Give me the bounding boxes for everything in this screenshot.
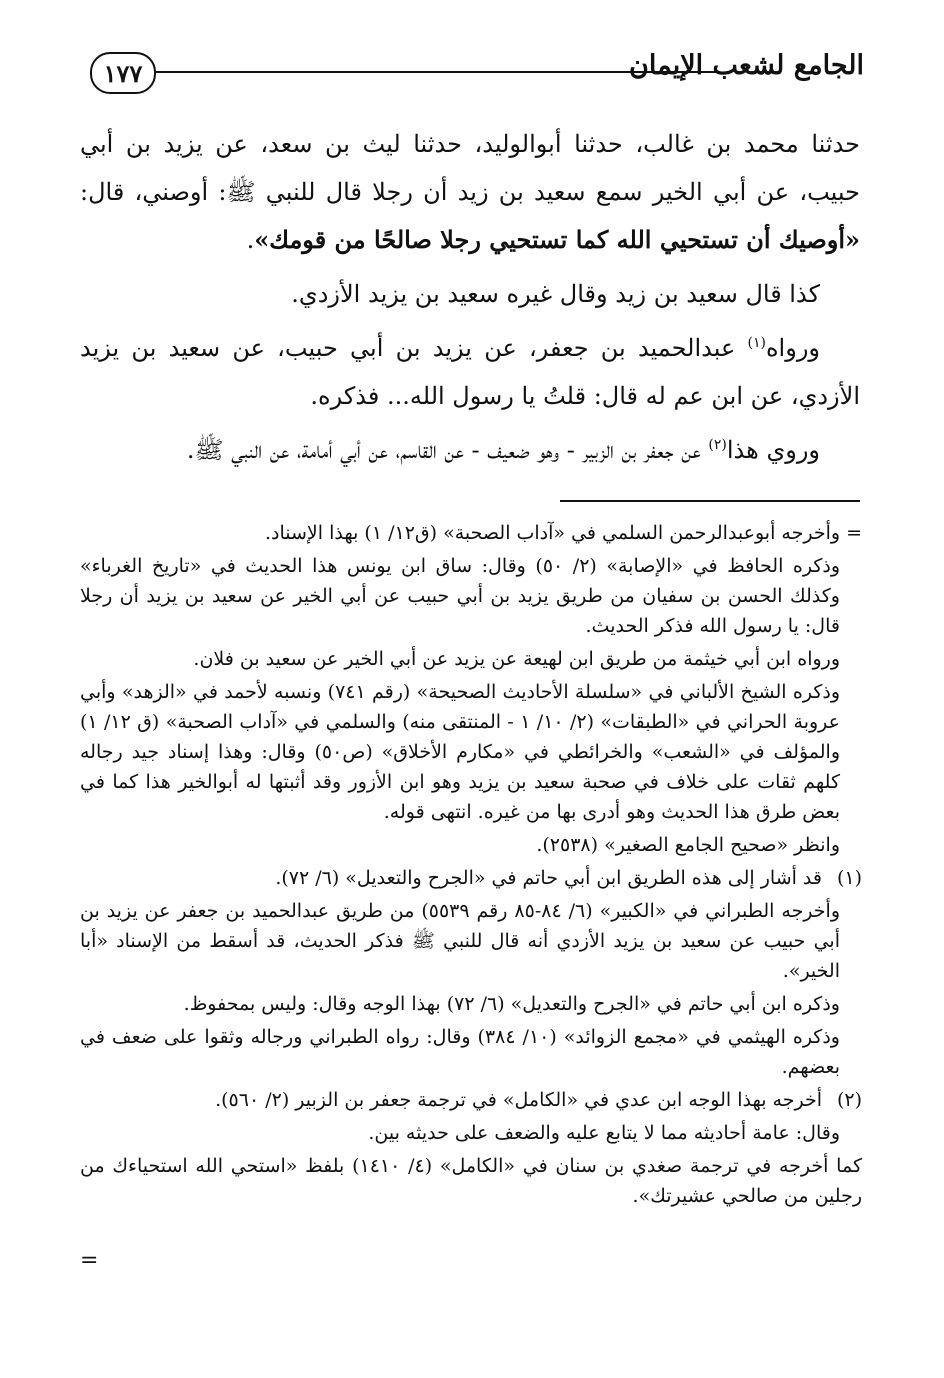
footnote-1-marker: (١) (836, 867, 862, 889)
footnotes (80, 518, 862, 1214)
footnote-ref-1[interactable]: (١) (747, 335, 766, 351)
running-title: الجامع لشعب الإيمان (629, 50, 864, 81)
footnote-continuation: = وأخرجه أبوعبدالرحمن السلمي في «آداب الصحبة» (ق١٢/ ١) بهذا الإسناد. (264, 522, 862, 544)
footnote-separator (560, 500, 860, 502)
narration-1-text: عبدالحميد بن جعفر، عن يزيد بن أبي حبيب، عن سعيد بن يزيد الأزدي، عن ابن عم له قال: قلتُ يا رسول الله... فذكره. (80, 334, 860, 410)
narration-1-lead: ورواه (765, 334, 820, 362)
footnote-paragraph: كما أخرجه في ترجمة صغدي بن سنان في «الكامل» (٤/ ١٤١٠) بلفظ «استحي الله استحياءك من رجلين من صالحي عشيرتك». (80, 1155, 862, 1207)
footnote-1 (80, 863, 862, 893)
paragraph-narration-1 (80, 324, 860, 420)
footnote-2 (80, 1085, 862, 1115)
paragraph-comment: كذا قال سعيد بن زيد وقال غيره سعيد بن يزيد الأزدي. (291, 280, 820, 308)
hadith-matn: «أوصيك أن تستحيي الله كما تستحيي رجلا صالحًا من قومك» (254, 225, 860, 254)
footnote-paragraph: وذكره الحافظ في «الإصابة» (٢/ ٥٠) وقال: ساق ابن يونس هذا الحديث في «تاريخ الغرباء» وكذلك الحسن بن سفيان من طريق يزيد بن أبي حبيب عن أبي الخير عن سعيد بن يزيد أن رجلا قال: يا رسول الله فذكر الحديث. (80, 555, 841, 637)
footnote-paragraph: وذكره الشيخ الألباني في «سلسلة الأحاديث الصحيحة» (رقم ٧٤١) ونسبه لأحمد في «الزهد» وأبي عروبة الحراني في «الطبقات» (٢/ ١٠/ ١ - المنتقى منه) والسلمي في «آداب الصحبة» (ق ١٢/ ١) والمؤلف في «الشعب» والخرائطي في «مكارم الأخلاق» (ص٥٠) وقال: وهذا إسناد جيد رجاله كلهم ثقات على خلاف في صحبة سعيد بن يزيد وهو ابن الأزور وقد أثبتها له أبوالخير هذا كما في بعض طرق هذا الحديث وهو أدرى بها من غيره. انتهى قوله. (80, 681, 840, 823)
continuation-mark: = (80, 1248, 99, 1273)
footnote-2-text: أخرجه بهذا الوجه ابن عدي في «الكامل» في ترجمة جعفر بن الزبير (٢/ ٥٦٠). (215, 1089, 822, 1111)
paragraph-narration-2 (80, 426, 860, 474)
paragraph-hadith (80, 120, 860, 264)
footnote-1-text: قد أشار إلى هذه الطريق ابن أبي حاتم في «الجرح والتعديل» (٦/ ٧٢). (275, 867, 822, 889)
footnote-paragraph: وانظر «صحيح الجامع الصغير» (٢٥٣٨). (536, 834, 840, 856)
main-text (80, 120, 860, 480)
page-header (82, 40, 872, 104)
footnote-paragraph: وأخرجه الطبراني في «الكبير» (٦/ ٨٤-٨٥ رقم ٥٥٣٩) من طريق عبدالحميد بن جعفر عن يزيد بن أبي حبيب عن سعيد بن يزيد الأزدي أنه قال للنبي ﷺ فذكر الحديث، قد أسقط من الإسناد «أبا الخير». (80, 900, 840, 982)
hadith-isnad: حدثنا محمد بن غالب، حدثنا أبوالوليد، حدثنا ليث بن سعد، عن يزيد بن أبي حبيب، عن أبي الخير سمع سعيد بن زيد أن رجلا قال للنبي ﷺ: أوصني، قال: (80, 130, 860, 206)
footnote-paragraph: وقال: عامة أحاديثه مما لا يتابع عليه والضعف على حديثه بين. (368, 1122, 840, 1144)
footnote-2-marker: (٢) (836, 1089, 862, 1111)
footnote-paragraph: وذكره الهيثمي في «مجمع الزوائد» (١٠/ ٣٨٤) وقال: رواه الطبراني ورجاله وثقوا على ضعف في بعضهم. (80, 1026, 840, 1078)
footnote-paragraph: ورواه ابن أبي خيثمة من طريق ابن لهيعة عن يزيد عن أبي الخير عن سعيد بن فلان. (193, 648, 840, 670)
page-number: ١٧٧ (90, 52, 156, 94)
narration-2-lead: وروي هذا (726, 436, 820, 464)
hadith-end: . (246, 226, 255, 254)
narration-2-text: عن جعفر بن الزبير - وهو ضعيف - عن القاسم، عن أبي أمامة، عن النبي ﷺ. (186, 436, 709, 464)
footnote-ref-2[interactable]: (٢) (708, 437, 727, 453)
footnote-paragraph: وذكره ابن أبي حاتم في «الجرح والتعديل» (٦/ ٧٢) بهذا الوجه وقال: وليس بمحفوظ. (183, 993, 840, 1015)
